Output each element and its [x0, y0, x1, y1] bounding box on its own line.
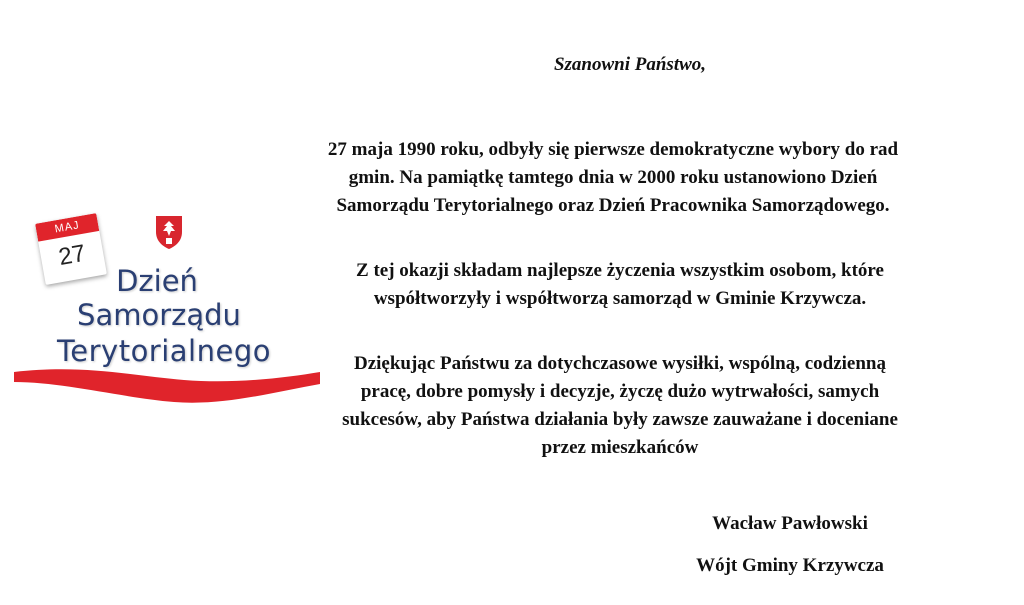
- logo-text-dzien: Dzień: [116, 264, 198, 298]
- logo-text-terytorialnego: Terytorialnego: [56, 334, 271, 368]
- signature-title: Wójt Gminy Krzywcza: [696, 555, 884, 576]
- paragraph-wishes: Z tej okazji składam najlepsze życzenia wszystkim osobom, które współtworzyły i współtworzą samorząd w Gminie Krzywcza.: [356, 260, 884, 309]
- paragraph-thanks: Dziękując Państwu za dotychczasowe wysiłki, wspólną, codzienną pracę, dobre pomysły i decyzje, życzę dużo wytrwałości, samych sukcesów, aby Państwa działania były zawsze zauważane i doceniane przez mieszkańców: [342, 353, 898, 458]
- calendar-day: 27: [56, 239, 88, 272]
- paragraph-history: 27 maja 1990 roku, odbyły się pierwsze demokratyczne wybory do rad gmin. Na pamiątkę tamtego dnia w 2000 roku ustanowiono Dzień Samorządu Terytorialnego oraz Dzień Pracownika Samorządowego.: [327, 139, 899, 216]
- coat-of-arms-icon: [154, 214, 184, 250]
- logo-dzien-samorzadu: [14, 198, 320, 408]
- signature-name: Wacław Pawłowski: [712, 513, 868, 534]
- calendar-month: MAJ: [35, 213, 99, 241]
- red-wave-decoration: [14, 358, 320, 408]
- letter-greeting: Szanowni Państwo,: [553, 54, 707, 75]
- logo-text-samorzadu: Samorządu: [77, 298, 241, 332]
